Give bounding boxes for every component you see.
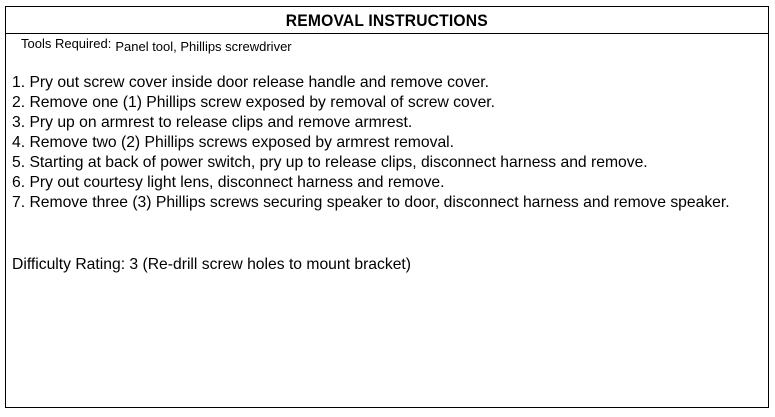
- tools-required-label: Tools Required:: [21, 36, 112, 51]
- title-bar: [6, 7, 768, 34]
- tools-required: [21, 36, 292, 54]
- step-list: [12, 73, 764, 213]
- step-item: 1. Pry out screw cover inside door release handle and remove cover.: [12, 74, 489, 91]
- step-item: 6. Pry out courtesy light lens, disconnect harness and remove.: [12, 174, 445, 191]
- page-title: REMOVAL INSTRUCTIONS: [285, 10, 489, 30]
- difficulty-rating: Difficulty Rating: 3 (Re-drill screw holes to mount bracket): [12, 256, 412, 273]
- tools-required-value: Panel tool, Phillips screwdriver: [115, 39, 292, 54]
- instructions-panel: [5, 6, 769, 408]
- step-item: 5. Starting at back of power switch, pry up to release clips, disconnect harness and remove.: [12, 154, 648, 171]
- step-item: 2. Remove one (1) Phillips screw exposed by removal of screw cover.: [12, 94, 496, 111]
- step-item: 3. Pry up on armrest to release clips and remove armrest.: [12, 114, 413, 131]
- step-item: 7. Remove three (3) Phillips screws securing speaker to door, disconnect harness and remove speaker.: [12, 194, 730, 211]
- step-item: 4. Remove two (2) Phillips screws exposed by armrest removal.: [12, 134, 455, 151]
